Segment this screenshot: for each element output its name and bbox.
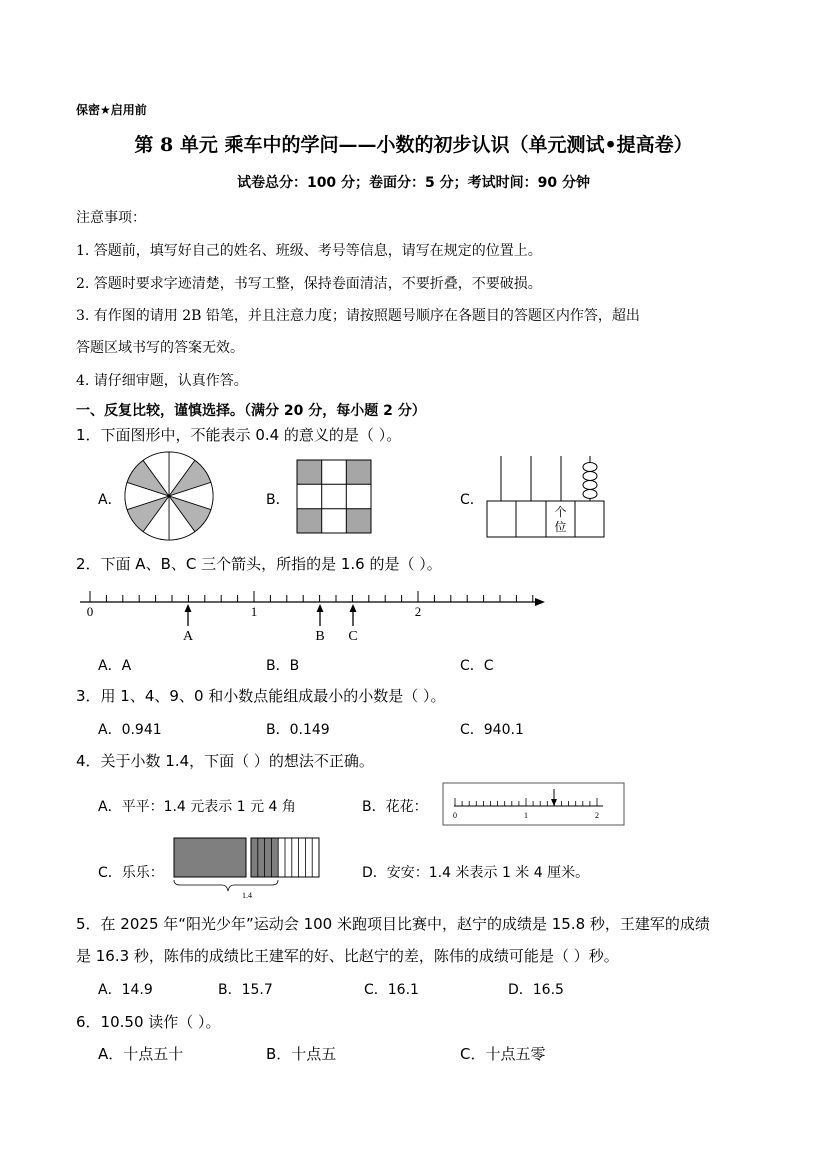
q6-option-a[interactable]: A．十点五十 <box>98 1045 184 1063</box>
q3-option-b[interactable]: B．0.149 <box>266 722 330 738</box>
q4-option-a[interactable]: A．平平：1.4 元表示 1 元 4 角 <box>98 799 296 815</box>
number-line-tick-2: 2 <box>414 604 422 619</box>
q4-option-c[interactable]: C．乐乐： <box>98 865 164 881</box>
q5-option-c[interactable]: C．16.1 <box>364 982 419 998</box>
q6-option-b[interactable]: B．十点五 <box>266 1045 337 1063</box>
number-line-tick-1: 1 <box>250 604 258 619</box>
question-5-stem-line1: 5．在 2025 年“阳光少年”运动会 100 米跑项目比赛中，赵宁的成绩是 15.8 秒，王建军的成绩 <box>76 915 710 933</box>
arrow-b-label: B <box>315 629 325 644</box>
notes-item: 2. 答题时要求字迹清楚，书写工整，保持卷面清洁，不要折叠，不要破损。 <box>76 276 542 292</box>
q5-option-d[interactable]: D．16.5 <box>508 982 564 998</box>
q2-option-b[interactable]: B．B <box>266 658 300 674</box>
ruler-diagram <box>443 783 624 825</box>
ruler-tick-2: 2 <box>595 811 599 820</box>
question-3-stem: 3．用 1、4、9、0 和小数点能组成最小的小数是（ ）。 <box>76 687 446 705</box>
notes-item: 3. 有作图的请用 2B 铅笔，并且注意力度；请按照题号顺序在各题目的答题区内作答，超出 <box>76 308 640 324</box>
question-2-stem: 2．下面 A、B、C 三个箭头，所指的是 1.6 的是（ ）。 <box>76 555 442 573</box>
bar-model-diagram <box>174 838 319 900</box>
question-6-stem: 6．10.50 读作（ ）。 <box>76 1013 221 1031</box>
q3-option-a[interactable]: A．0.941 <box>98 722 162 738</box>
abacus-label-wei: 位 <box>554 520 567 534</box>
question-4-stem: 4．关于小数 1.4，下面（ ）的想法不正确。 <box>76 752 374 770</box>
q4-option-b[interactable]: B．花花： <box>362 799 428 815</box>
notes-item: 1. 答题前，填写好自己的姓名、班级、考号等信息，请写在规定的位置上。 <box>76 243 542 259</box>
arrow-c-label: C <box>348 629 358 644</box>
question-5-stem-line2: 是 16.3 秒，陈伟的成绩比王建军的好、比赵宁的差，陈伟的成绩可能是（ ）秒。 <box>76 947 619 965</box>
q2-option-c[interactable]: C．C <box>460 658 494 674</box>
brace-label: 1.4 <box>242 891 252 900</box>
page-title: 第 8 单元 乘车中的学问——小数的初步认识（单元测试•提高卷） <box>134 134 693 156</box>
number-line-tick-0: 0 <box>86 604 94 619</box>
q1-option-b[interactable]: B． <box>266 492 290 508</box>
q4-option-d[interactable]: D．安安：1.4 米表示 1 米 4 厘米。 <box>362 865 590 881</box>
q2-option-a[interactable]: A．A <box>98 658 132 674</box>
ruler-tick-0: 0 <box>453 811 457 820</box>
q5-option-a[interactable]: A．14.9 <box>98 982 153 998</box>
q1-option-c[interactable]: C． <box>460 492 484 508</box>
q1-option-a[interactable]: A． <box>98 492 122 508</box>
arrow-a-label: A <box>182 629 194 644</box>
notes-item: 答题区域书写的答案无效。 <box>76 340 244 356</box>
notes-heading: 注意事项： <box>76 210 146 226</box>
notes-item: 4. 请仔细审题，认真作答。 <box>76 373 248 389</box>
page-subtitle: 试卷总分：100 分；卷面分：5 分；考试时间：90 分钟 <box>236 175 591 191</box>
q3-option-c[interactable]: C．940.1 <box>460 722 524 738</box>
confidential-label: 保密★启用前 <box>76 103 147 117</box>
ruler-tick-1: 1 <box>524 811 528 820</box>
abacus-label-ge: 个 <box>554 505 567 519</box>
section-heading: 一、反复比较，谨慎选择。（满分 20 分，每小题 2 分） <box>76 403 426 419</box>
question-1-stem: 1．下面图形中，不能表示 0.4 的意义的是（ ）。 <box>76 426 402 444</box>
q6-option-c[interactable]: C．十点五零 <box>460 1045 546 1063</box>
q5-option-b[interactable]: B．15.7 <box>218 982 273 998</box>
